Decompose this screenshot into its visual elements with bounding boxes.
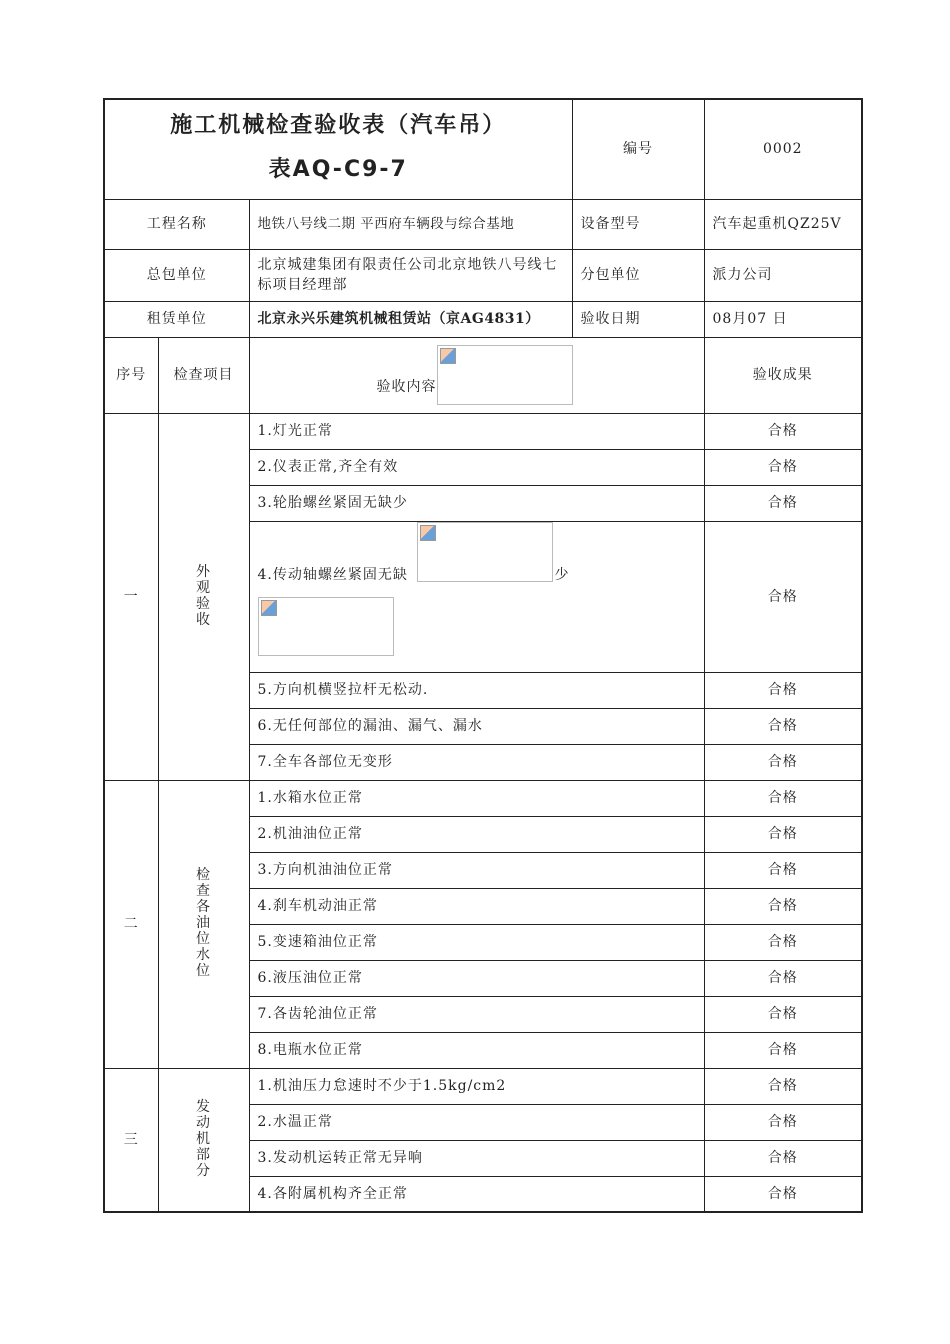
row-content: 7.全车各部位无变形 [249,744,704,780]
row-content: 3.轮胎螺丝紧固无缺少 [249,485,704,521]
section-seq: 二 [104,780,158,1068]
row-content: 3.发动机运转正常无异响 [249,1140,704,1176]
general-contractor-value: 北京城建集团有限责任公司北京地铁八号线七标项目经理部 [249,249,572,301]
row-result: 合格 [704,521,862,672]
section-item: 检查各油位水位 [196,867,211,979]
row-content: 5.方向机横竖拉杆无松动. [249,672,704,708]
row-content-part-a: 4.传动轴螺丝紧固无缺 [257,566,408,583]
row-result: 合格 [704,1104,862,1140]
row-result: 合格 [704,672,862,708]
row-content: 6.无任何部位的漏油、漏气、漏水 [249,708,704,744]
row-content: 4.各附属机构齐全正常 [249,1176,704,1212]
section-item-cell [158,413,249,780]
item-header: 检查项目 [158,337,249,413]
project-name-label: 工程名称 [104,199,249,249]
row-content: 2.水温正常 [249,1104,704,1140]
inspection-date-value: 08月07 日 [704,301,862,337]
form-title-cell [104,99,572,199]
row-content: 1.机油压力怠速时不少于1.5kg/cm2 [249,1068,704,1104]
inspection-date-label: 验收日期 [572,301,704,337]
section-item: 外观验收 [196,563,211,628]
section-item-cell [158,1068,249,1212]
row-result: 合格 [704,960,862,996]
section-seq: 三 [104,1068,158,1212]
subcontractor-value: 派力公司 [704,249,862,301]
row-result: 合格 [704,780,862,816]
row-result: 合格 [704,449,862,485]
row-result: 合格 [704,1140,862,1176]
broken-image-icon [258,597,394,656]
content-header: 验收内容 [376,379,437,395]
row-result: 合格 [704,485,862,521]
row-result: 合格 [704,1176,862,1212]
content-header-cell [249,337,704,413]
row-content: 5.变速箱油位正常 [249,924,704,960]
row-result: 合格 [704,852,862,888]
lessor-label: 租赁单位 [104,301,249,337]
row-content: 1.水箱水位正常 [249,780,704,816]
row-result: 合格 [704,924,862,960]
row-result: 合格 [704,888,862,924]
row-content: 3.方向机油油位正常 [249,852,704,888]
row-content-cell [249,521,704,672]
row-result: 合格 [704,708,862,744]
row-result: 合格 [704,1032,862,1068]
table-row [104,780,862,816]
project-name-value: 地铁八号线二期 平西府车辆段与综合基地 [249,199,572,249]
row-result: 合格 [704,996,862,1032]
row-result: 合格 [704,744,862,780]
section-item-cell [158,780,249,1068]
number-value: 0002 [704,99,862,199]
row-result: 合格 [704,816,862,852]
lessor-value: 北京永兴乐建筑机械租赁站（京AG4831） [249,301,572,337]
table-row [104,413,862,449]
row-content: 8.电瓶水位正常 [249,1032,704,1068]
form-title: 施工机械检查验收表（汽车吊） [170,113,507,139]
general-contractor-label: 总包单位 [104,249,249,301]
result-header: 验收成果 [704,337,862,413]
seq-header: 序号 [104,337,158,413]
row-content: 1.灯光正常 [249,413,704,449]
row-result: 合格 [704,413,862,449]
row-content: 6.液压油位正常 [249,960,704,996]
row-content: 2.仪表正常,齐全有效 [249,449,704,485]
row-content: 2.机油油位正常 [249,816,704,852]
table-row [104,1068,862,1104]
inspection-form-table [103,98,863,1213]
section-item: 发动机部分 [196,1098,211,1179]
row-content: 7.各齿轮油位正常 [249,996,704,1032]
form-code: 表AQ-C9-7 [268,157,408,183]
broken-image-icon [437,345,573,405]
section-seq: 一 [104,413,158,780]
equipment-model-value: 汽车起重机QZ25V [704,199,862,249]
row-result: 合格 [704,1068,862,1104]
equipment-model-label: 设备型号 [572,199,704,249]
broken-image-icon [417,522,553,582]
row-content-part-b: 少 [554,566,570,583]
row-content: 4.刹车机动油正常 [249,888,704,924]
number-label: 编号 [572,99,704,199]
subcontractor-label: 分包单位 [572,249,704,301]
